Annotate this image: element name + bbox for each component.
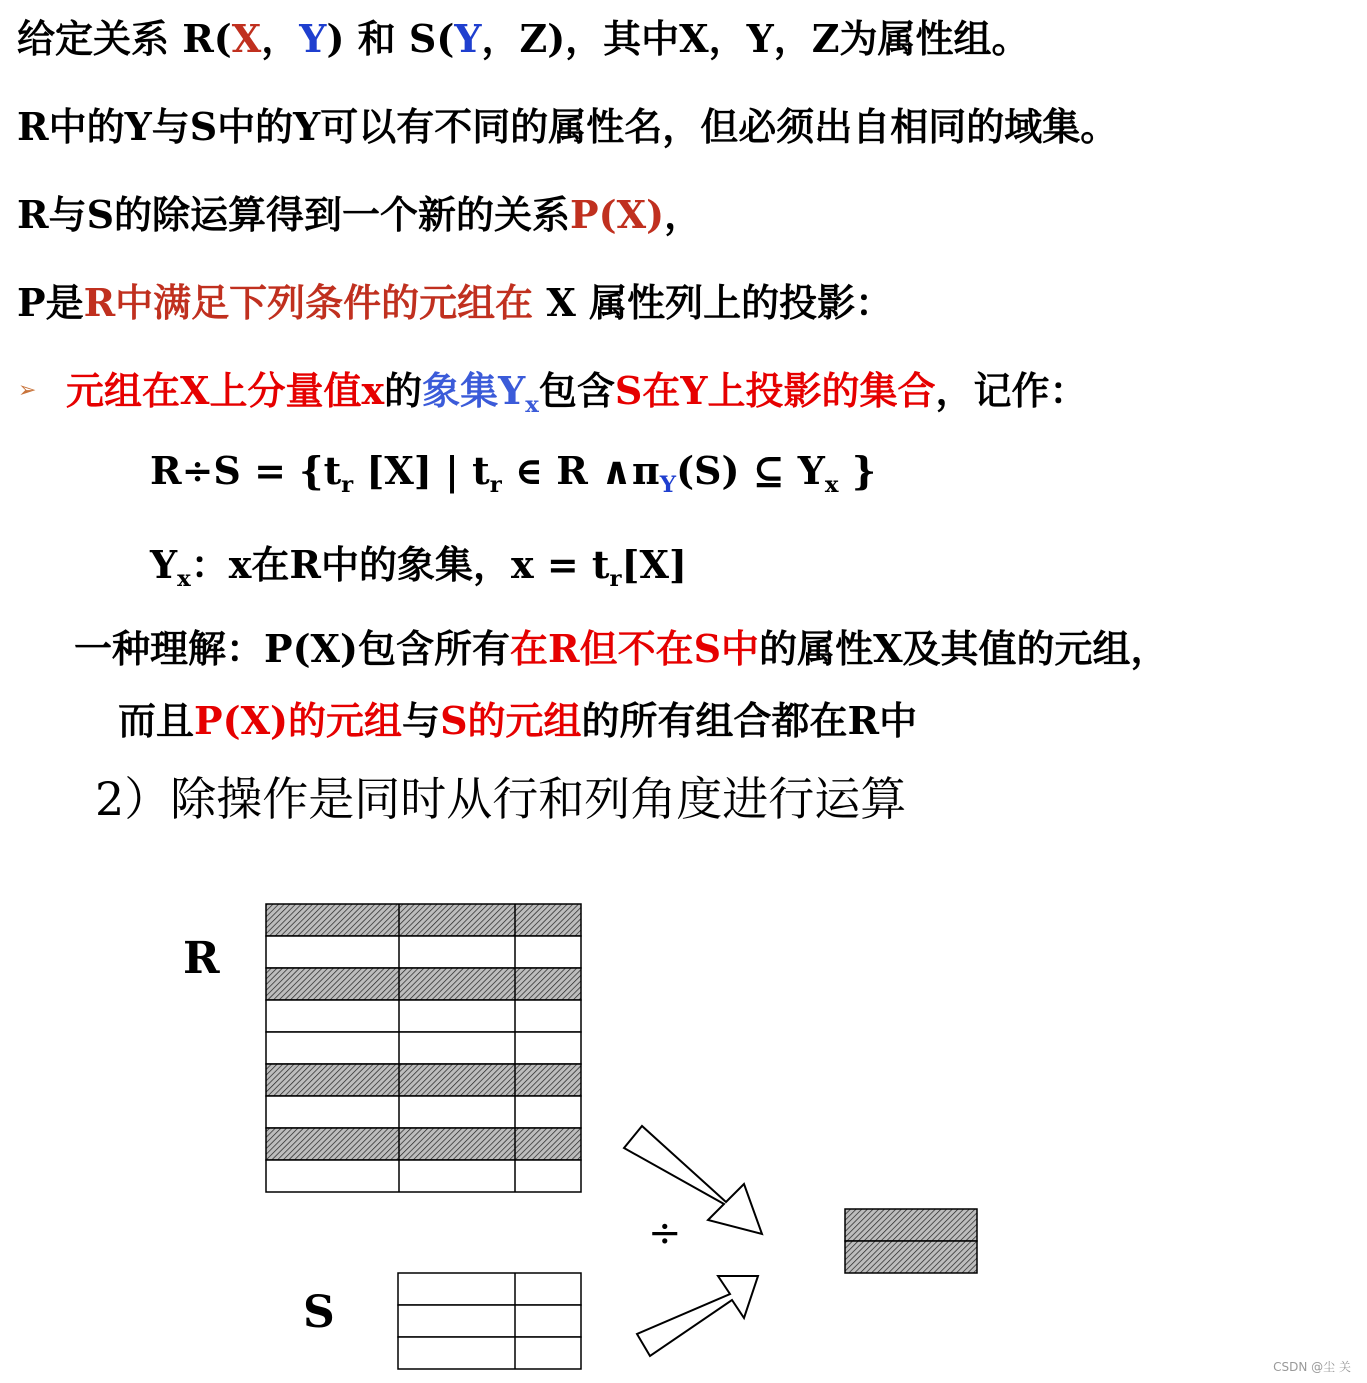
r-table-row [266, 1128, 581, 1160]
result-table-row [845, 1209, 977, 1241]
relation-s-table [398, 1273, 581, 1369]
line-condition: 元组在X上分量值x的象集$Y_x$包含S在Y上投影的集合，记作： [66, 368, 1088, 418]
bullet-arrow-icon: ➢ [18, 378, 37, 403]
r-table-row [266, 1096, 581, 1128]
result-table [845, 1209, 977, 1273]
line-combination: 而且P(X)的元组与S的元组的所有组合都在R中 [118, 698, 918, 743]
formula-division: $R\div S = \{t_r$ [X] | $t_r$ ∈ R $\wedge\pi_Y(S)$ ⊆ $Y_x$ } [150, 448, 877, 498]
section-heading: 2）除操作是同时从行和列角度进行运算 [95, 772, 907, 826]
result-table-row [845, 1241, 977, 1273]
r-table-row [266, 936, 581, 968]
divide-icon: ÷ [648, 1210, 682, 1256]
formula-image-set: $Y_x$：x在R中的象集，$x = t_r[X]$ [150, 542, 687, 592]
arrow-from-r-icon [624, 1126, 762, 1234]
line-attribute-domain: R中的Y与S中的Y可以有不同的属性名，但必须出自相同的域集。 [17, 104, 1119, 149]
watermark: CSDN @尘 关 [1273, 1360, 1351, 1374]
line-division-result: R与S的除运算得到一个新的关系P(X)， [17, 192, 703, 237]
line-projection: P是R中满足下列条件的元组在 X 属性列上的投影： [17, 280, 894, 325]
r-table-row [266, 968, 581, 1000]
line-relations-intro: 给定关系 R(X，Y) 和 S(Y，Z)，其中X，Y，Z为属性组。 [17, 16, 1030, 61]
line-understanding: 一种理解：P(X)包含所有在R但不在S中的属性X及其值的元组， [74, 626, 1169, 671]
r-table-row [266, 1064, 581, 1096]
s-table-row [398, 1273, 581, 1305]
s-table-row [398, 1337, 581, 1369]
r-table-row [266, 1160, 581, 1192]
r-table-row [266, 904, 581, 936]
relation-r-label: R [183, 933, 220, 984]
s-table-row [398, 1305, 581, 1337]
r-table-row [266, 1032, 581, 1064]
relation-s-label: S [303, 1287, 335, 1338]
arrow-from-s-icon [637, 1276, 758, 1356]
relation-r-table [266, 904, 581, 1192]
r-table-row [266, 1000, 581, 1032]
